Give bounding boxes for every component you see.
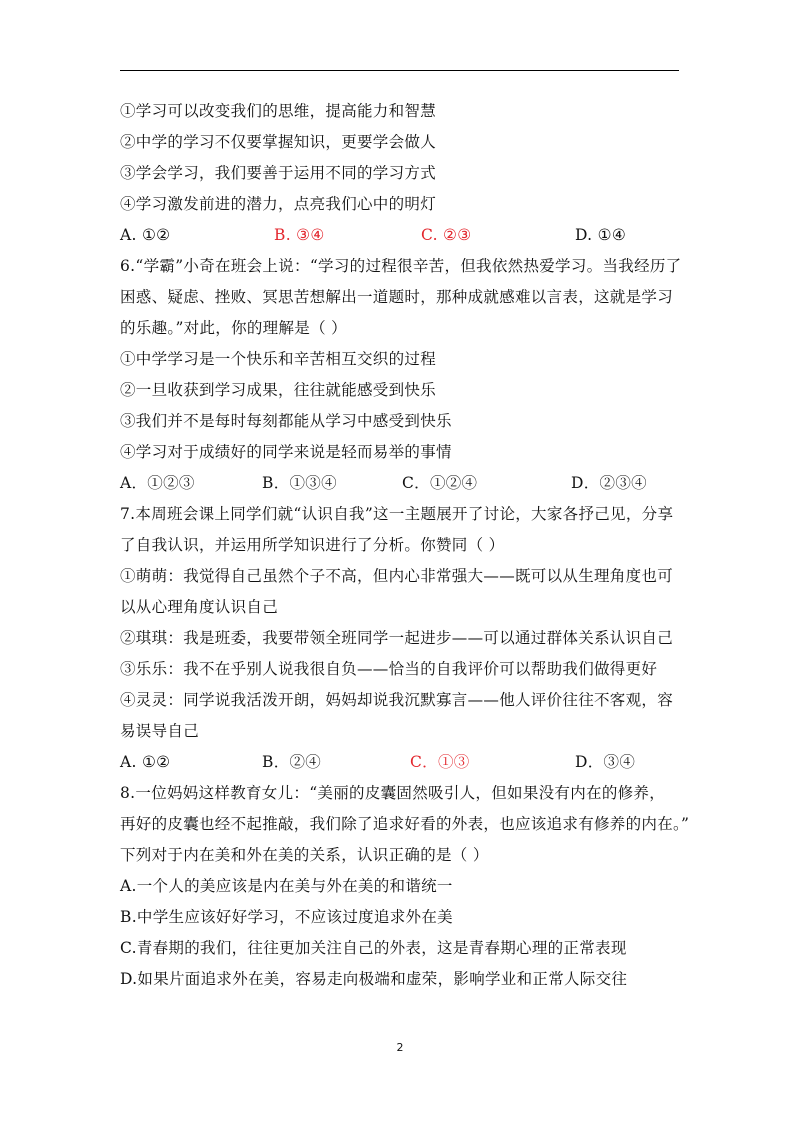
q8-option-d: D.如果片面追求外在美，容易走向极端和虚荣，影响学业和正常人际交往 — [120, 970, 628, 988]
q5-statement-4: ④学习激发前进的潜力，点亮我们心中的明灯 — [120, 195, 437, 213]
q5-option-c: C. ②③ — [421, 226, 472, 244]
q6-statement-4: ④学习对于成绩好的同学来说是轻而易举的事情 — [120, 443, 452, 461]
q5-option-b: B. ③④ — [274, 226, 325, 244]
q6-stem-line-2: 困惑、疑虑、挫败、冥思苦想解出一道题时，那种成就感难以言表，这就是学习 — [120, 288, 674, 306]
q8-option-b: B.中学生应该好好学习，不应该过度追求外在美 — [120, 908, 453, 926]
q7-options — [120, 747, 700, 778]
q7-statement-1-cont: 以从心理角度认识自己 — [120, 598, 279, 616]
q7-statement-2: ②琪琪：我是班委，我要带领全班同学一起进步——可以通过群体关系认识自己 — [120, 629, 674, 647]
q6-option-c: C．①②④ — [402, 474, 478, 492]
question-8 — [120, 778, 700, 995]
q7-statement-4-cont: 易误导自己 — [120, 722, 200, 740]
q5-options — [120, 220, 700, 251]
question-5 — [120, 96, 700, 251]
q6-stem-line-3: 的乐趣。”对此，你的理解是（ ） — [120, 319, 347, 337]
page-number: 2 — [396, 1041, 404, 1054]
document-body — [120, 96, 700, 995]
q7-stem-line-1: 7.本周班会课上同学们就“认识自我”这一主题展开了讨论，大家各抒己见，分享 — [120, 505, 674, 523]
q7-statement-4: ④灵灵：同学说我活泼开朗，妈妈却说我沉默寡言——他人评价往往不客观，容 — [120, 691, 674, 709]
q6-options — [120, 468, 700, 499]
question-6 — [120, 251, 700, 499]
q8-option-c: C.青春期的我们，往往更加关注自己的外表，这是青春期心理的正常表现 — [120, 939, 627, 957]
q6-stem-line-1: 6.“学霸”小奇在班会上说：“学习的过程很辛苦，但我依然热爱学习。当我经历了 — [120, 257, 682, 275]
q7-option-a: A. ①② — [120, 753, 171, 771]
q7-option-d: D．③④ — [575, 753, 636, 771]
q8-stem-line-3: 下列对于内在美和外在美的关系，认识正确的是（ ） — [120, 846, 489, 864]
q7-stem-line-2: 了自我认识，并运用所学知识进行了分析。你赞同（ ） — [120, 536, 505, 554]
q5-option-d: D. ①④ — [575, 226, 627, 244]
q6-option-d: D．②③④ — [571, 474, 647, 492]
q6-statement-1: ①中学学习是一个快乐和辛苦相互交织的过程 — [120, 350, 437, 368]
q8-stem-line-2: 再好的皮囊也经不起推敲，我们除了追求好看的外表，也应该追求有修养的内在。” — [120, 815, 690, 833]
q6-statement-3: ③我们并不是每时每刻都能从学习中感受到快乐 — [120, 412, 452, 430]
q8-stem-line-1: 8.一位妈妈这样教育女儿：“美丽的皮囊固然吸引人，但如果没有内在的修养， — [120, 784, 666, 802]
q5-statement-3: ③学会学习，我们要善于运用不同的学习方式 — [120, 164, 437, 182]
q5-option-a: A. ①② — [120, 226, 171, 244]
q7-option-c: C．①③ — [410, 753, 470, 771]
q7-option-b: B．②④ — [262, 753, 322, 771]
q8-option-a: A.一个人的美应该是内在美与外在美的和谐统一 — [120, 877, 453, 895]
q6-option-b: B．①③④ — [262, 474, 337, 492]
q5-statement-1: ①学习可以改变我们的思维，提高能力和智慧 — [120, 102, 437, 120]
q5-statement-2: ②中学的学习不仅要掌握知识，更要学会做人 — [120, 133, 437, 151]
q7-statement-1: ①萌萌：我觉得自己虽然个子不高，但内心非常强大——既可以从生理角度也可 — [120, 567, 674, 585]
question-7 — [120, 499, 700, 778]
q7-statement-3: ③乐乐：我不在乎别人说我很自负——恰当的自我评价可以帮助我们做得更好 — [120, 660, 658, 678]
header-rule — [120, 70, 679, 71]
q6-option-a: A．①②③ — [120, 474, 195, 492]
q6-statement-2: ②一旦收获到学习成果，往往就能感受到快乐 — [120, 381, 437, 399]
